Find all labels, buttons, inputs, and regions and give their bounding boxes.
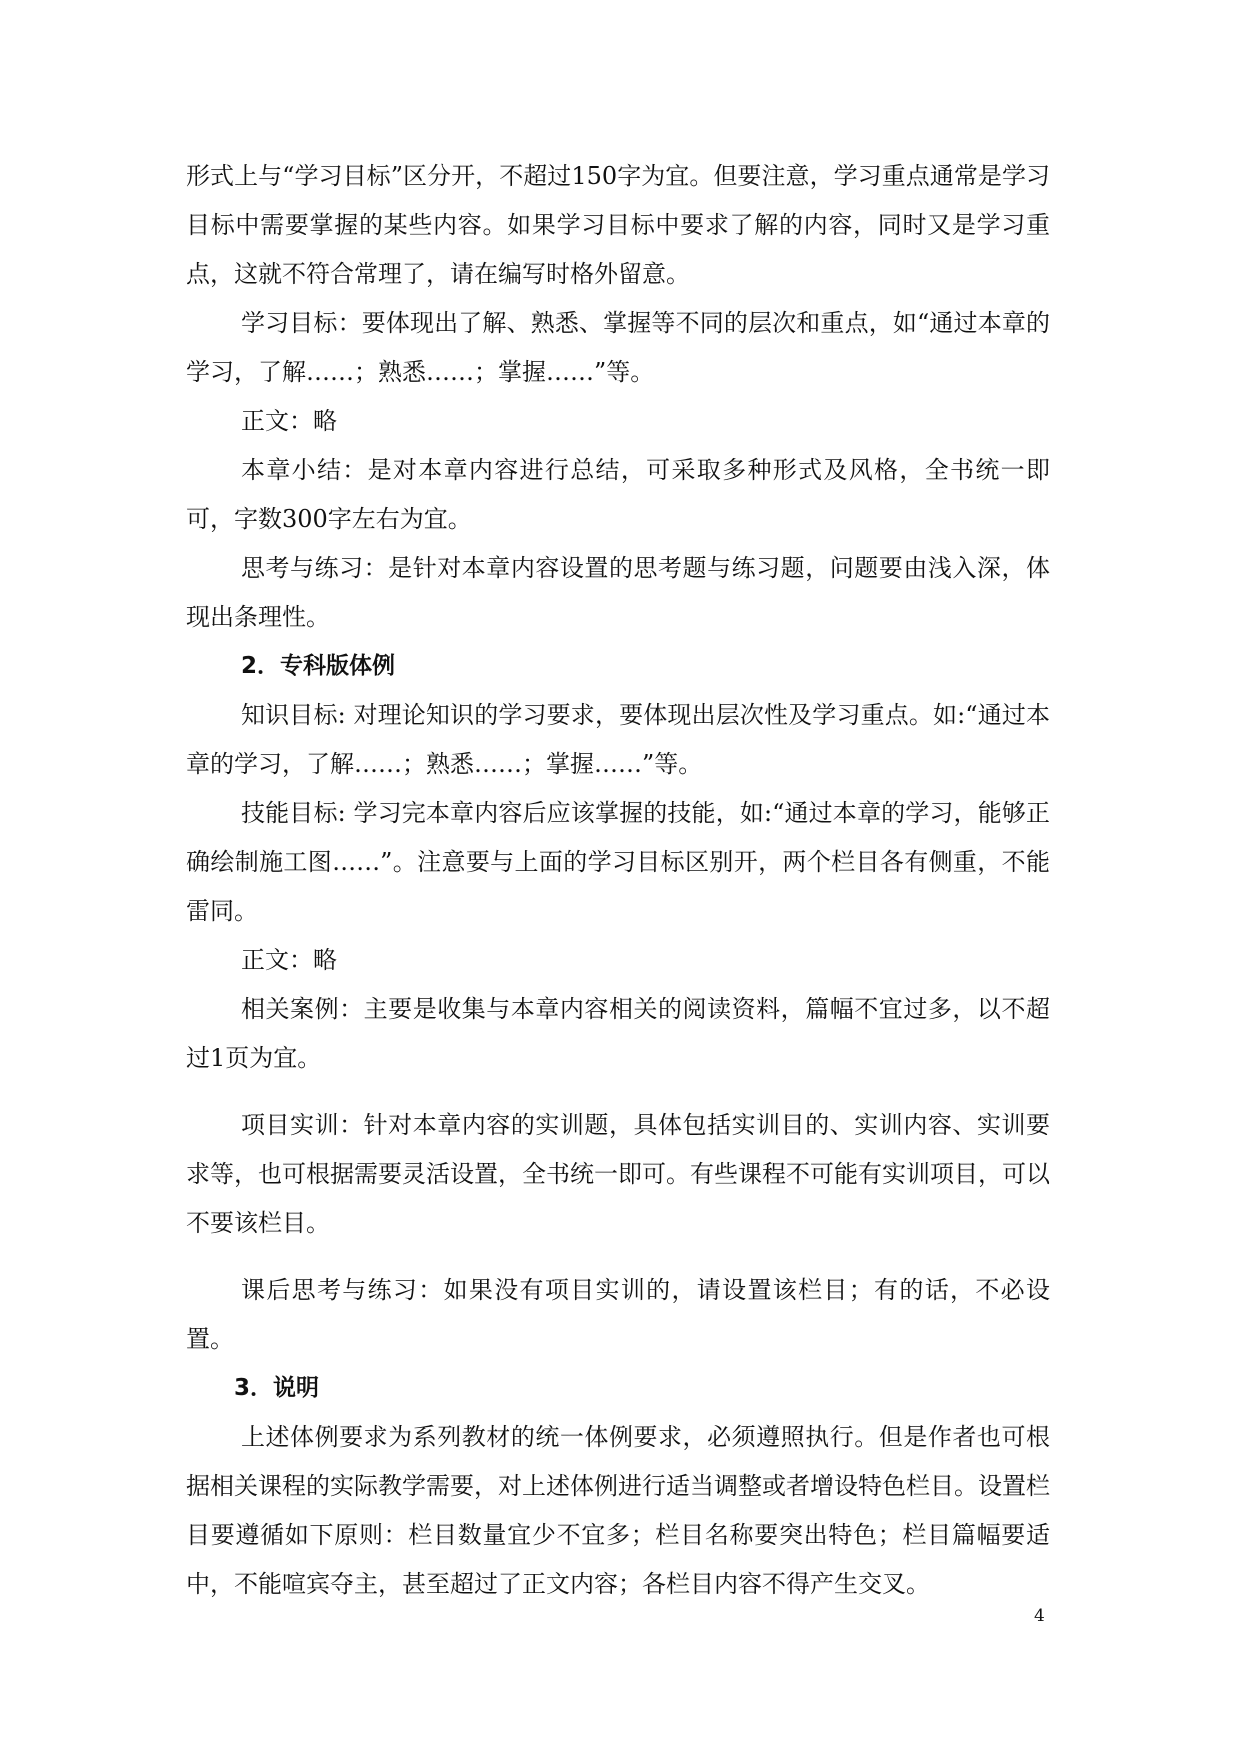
paragraph-main-text: 正文：略: [241, 407, 337, 435]
paragraph-chapter-summary: 本章小结：是对本章内容进行总结，可采取多种形式及风格，全书统一即可，字数300字左右为宜。: [186, 456, 1050, 533]
paragraph-after-class-exercises: 课后思考与练习：如果没有项目实训的，请设置该栏目；有的话，不必设置。: [186, 1276, 1050, 1353]
section-heading-notes: 3．说明: [234, 1375, 320, 1401]
document-body: [186, 152, 1050, 1609]
paragraph-skill-objectives: 技能目标: 学习完本章内容后应该掌握的技能，如:“通过本章的学习，能够正确绘制施工图……”。注意要与上面的学习目标区别开，两个栏目各有侧重，不能雷同。: [186, 799, 1050, 925]
paragraph-exercises: 思考与练习：是针对本章内容设置的思考题与练习题，问题要由浅入深，体现出条理性。: [186, 554, 1050, 631]
paragraph-related-cases: 相关案例：主要是收集与本章内容相关的阅读资料，篇幅不宜过多，以不超过1页为宜。: [186, 995, 1050, 1072]
paragraph-main-text-2: 正文：略: [241, 946, 337, 974]
paragraph-continued: 形式上与“学习目标”区分开，不超过150字为宜。但要注意，学习重点通常是学习目标中需要掌握的某些内容。如果学习目标中要求了解的内容，同时又是学习重点，这就不符合常理了，请在编写时格外留意。: [186, 162, 1050, 288]
paragraph-learning-objectives: 学习目标：要体现出了解、熟悉、掌握等不同的层次和重点，如“通过本章的学习，了解……；熟悉……；掌握……”等。: [186, 309, 1050, 386]
section-heading-vocational-format: 2．专科版体例: [241, 653, 396, 679]
paragraph-knowledge-objectives: 知识目标: 对理论知识的学习要求，要体现出层次性及学习重点。如:“通过本章的学习，了解……；熟悉……；掌握……”等。: [186, 701, 1050, 778]
page-number: 4: [1034, 1606, 1045, 1626]
paragraph-project-training: 项目实训：针对本章内容的实训题，具体包括实训目的、实训内容、实训要求等，也可根据需要灵活设置，全书统一即可。有些课程不可能有实训项目，可以不要该栏目。: [186, 1111, 1050, 1237]
paragraph-notes: 上述体例要求为系列教材的统一体例要求，必须遵照执行。但是作者也可根据相关课程的实际教学需要，对上述体例进行适当调整或者增设特色栏目。设置栏目要遵循如下原则：栏目数量宜少不宜多；栏目名称要突出特色；栏目篇幅要适中，不能喧宾夺主，甚至超过了正文内容；各栏目内容不得产生交叉。: [186, 1423, 1050, 1598]
